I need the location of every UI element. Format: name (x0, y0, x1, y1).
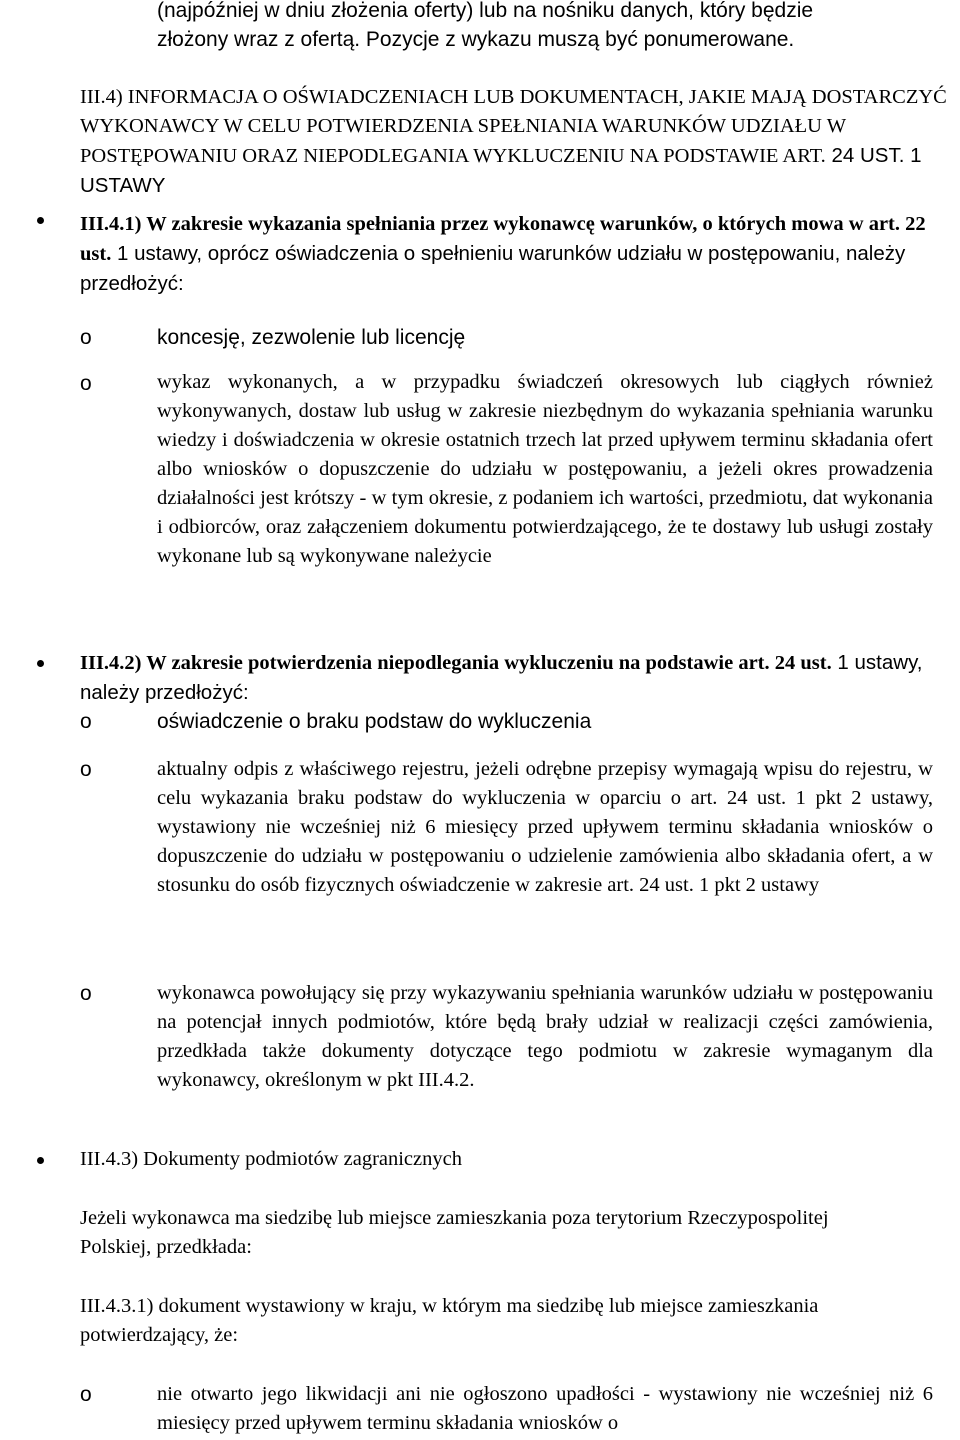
intro-line-2: złożony wraz z ofertą. Pozycje z wykazu muszą być ponumerowane. (157, 28, 795, 51)
item-4-1-heading-serif: III.4.1) W zakresie wykazania spełniania przez wykonawcę warunków, o których mowa w art. 22 ust. (80, 213, 926, 265)
sub-item-marker: o (80, 1383, 92, 1406)
item-4-3-paragraph-2: III.4.3.1) dokument wystawiony w kraju, w którym ma siedzibę lub miejsce zamieszkania potwierdzający, że: (80, 1295, 819, 1346)
item-heading-4-3: III.4.3) Dokumenty podmiotów zagranicznych (80, 1148, 462, 1170)
item-heading-4-1 (80, 213, 960, 318)
sub-item-marker: o (80, 326, 92, 349)
intro-line-1: (najpóźniej w dniu złożenia oferty) lub na nośniku danych, który będzie (157, 0, 814, 22)
section-heading-serif: III.4) INFORMACJA O OŚWIADCZENIACH LUB DOKUMENTACH, JAKIE MAJĄ DOSTARCZYĆ WYKONAWCY W CELU POTWIERDZENIA SPEŁNIANIA WARUNKÓW UDZIAŁU W POSTĘPOWANIU ORAZ NIEPODLEGANIA WYKLUCZENIU NA PODSTAWIE ART. (80, 86, 947, 167)
sub-item-marker: o (80, 982, 92, 1005)
sub-item-marker: o (80, 710, 92, 733)
item-4-1-heading-sans: 1 ustawy, oprócz oświadczenia o spełnieniu warunków udziału w postępowaniu, należy przedłożyć: (80, 242, 906, 295)
sub-item-marker: o (80, 372, 92, 395)
item-4-2-heading-serif: III.4.2) W zakresie potwierdzenia niepodlegania wykluczeniu na podstawie art. 24 ust. (80, 652, 832, 674)
item-4-1-sub-2: wykaz wykonanych, a w przypadku świadczeń okresowych lub ciągłych również wykonywanych, dostaw lub usług w zakresie niezbędnym do wykazania spełniania warunku wiedzy i doświadczenia w okresie ostatnich trzech lat przed upływem terminu składania ofert albo wniosków o dopuszczenie do udziału w postępowaniu, a jeżeli okres prowadzenia działalności jest krótszy - w tym okresie, z podaniem ich wartości, przedmiotu, dat wykonania i odbiorców, oraz załączeniem dokumentu potwierdzającego, że te dostawy lub usługi zostały wykonane lub są wykonywane należycie (157, 371, 933, 567)
bullet-dot (37, 660, 44, 667)
item-4-2-heading-sans: 1 ustawy, należy przedłożyć: (80, 651, 923, 704)
item-4-3-paragraph-1: Jeżeli wykonawca ma siedzibę lub miejsce zamieszkania poza terytorium Rzeczypospolitej Polskiej, przedkłada: (80, 1207, 829, 1258)
sub-item-marker: o (80, 758, 92, 781)
item-heading-4-2 (80, 648, 960, 708)
intro-paragraph (157, 0, 947, 54)
section-heading-sans: 24 UST. 1 USTAWY (80, 144, 922, 197)
item-4-2-sub-1: oświadczenie o braku podstaw do wykluczenia (157, 710, 592, 733)
item-4-3-sub-1: nie otwarto jego likwidacji ani nie ogłoszono upadłości - wystawiony nie wcześniej niż 6 miesięcy przed upływem terminu składania wniosków o (157, 1383, 933, 1434)
item-4-2-sub-3: wykonawca powołujący się przy wykazywaniu spełniania warunków udziału w postępowaniu na potencjał innych podmiotów, które będą brały udział w realizacji części zamówienia, przedkłada także dokumenty dotyczące tego podmiotu w zakresie wymaganym dla wykonawcy, określonym w pkt III.4.2. (157, 982, 933, 1091)
bullet-dot (37, 217, 44, 224)
section-heading (80, 83, 960, 201)
item-4-2-sub-2: aktualny odpis z właściwego rejestru, jeżeli odrębne przepisy wymagają wpisu do rejestru, w celu wykazania braku podstaw do wykluczenia w oparciu o art. 24 ust. 1 pkt 2 ustawy, wystawiony nie wcześniej niż 6 miesięcy przed upływem terminu składania wniosków o dopuszczenie do udziału w postępowaniu o udzielenie zamówienia albo składania ofert, a w stosunku do osób fizycznych oświadczenie w zakresie art. 24 ust. 1 pkt 2 ustawy (157, 758, 933, 896)
item-4-1-sub-1: koncesję, zezwolenie lub licencję (157, 326, 466, 349)
bullet-dot (37, 1157, 44, 1164)
